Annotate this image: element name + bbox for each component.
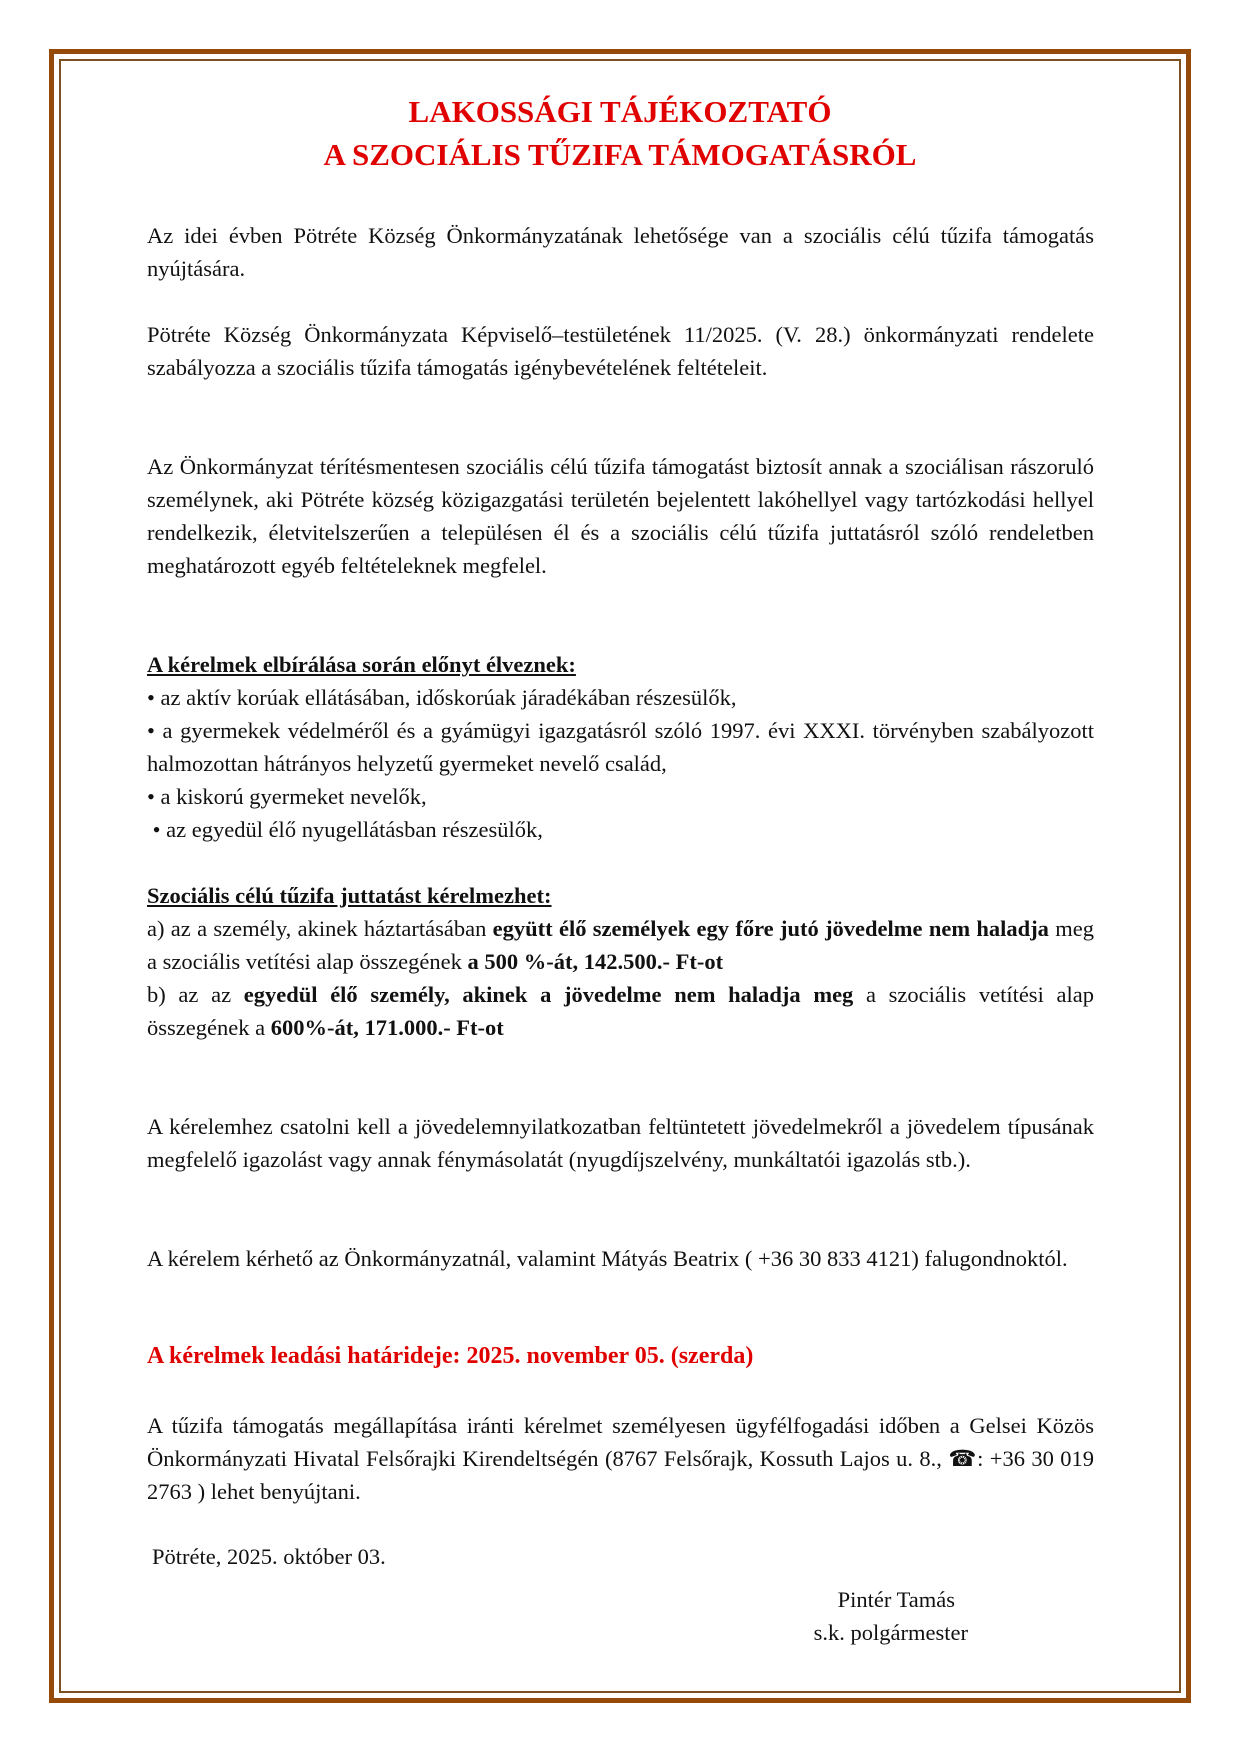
who-can-apply-heading: Szociális célú tűzifa juttatást kérelmezhet: [147,883,552,908]
priority-heading: A kérelmek elbírálása során előnyt élveznek: [147,652,576,677]
signatory-name: Pintér Tamás [837,1587,955,1612]
document-title-line1: LAKOSSÁGI TÁJÉKOZTATÓ [408,94,832,129]
criterion-a-text: a) az a személy, akinek háztartásában [147,916,493,941]
deadline-text: A kérelmek leadási határideje: 2025. november 05. (szerda) [147,1343,754,1369]
deadline-paragraph [147,1340,1094,1373]
intro-paragraph [147,219,1094,285]
signatory-role: s.k. polgármester [813,1620,968,1645]
criterion-a-limit: a 500 %-át, 142.500.- Ft-ot [467,949,724,974]
priority-item: • az aktív korúak ellátásában, időskorúak járadékában részesülők, [147,685,737,710]
criterion-b-text2: a szociális vetítési alap összegének a [147,982,1094,1040]
criterion-a-text2: meg a szociális vetítési alap összegének [147,916,1094,974]
submission-text-part1: A tűzifa támogatás megállapítása iránti kérelmet személyesen ügyfélfogadási időben a Gelsei Közös Önkormányzati Hivatal Felsőrajki Kirendeltségén (8767 Felsőrajk, Kossuth Lajos u. 8., [147,1413,1094,1471]
availability-text: A kérelem kérhető az Önkormányzatnál, valamint Mátyás Beatrix ( +36 30 833 4121) falugondnoktól. [147,1246,1068,1271]
criterion-b-bold: egyedül élő személy, akinek a jövedelme nem haladja meg [243,982,854,1007]
criterion-b-limit: 600%-át, 171.000.- Ft-ot [270,1015,504,1040]
priority-item: • a gyermekek védelméről és a gyámügyi igazgatásról szóló 1997. évi XXXI. törvényben szabályozott halmozottan hátrányos helyzetű gyermeket nevelő család, [147,718,1094,776]
priority-section [147,648,1094,846]
document-title-line2: A SZOCIÁLIS TŰZIFA TÁMOGATÁSRÓL [323,137,917,172]
phone-icon: ☎ [948,1446,978,1471]
attachments-text: A kérelemhez csatolni kell a jövedelemnyilatkozatban feltüntetett jövedelmekről a jövedelem típusának megfelelő igazolást vagy annak fénymásolatát (nyugdíjszelvény, munkáltatói igazolás stb.). [147,1114,1094,1172]
eligibility-paragraph [147,450,1094,582]
attachments-paragraph [147,1110,1094,1176]
intro-text: Az idei évben Pötréte Község Önkormányzatának lehetősége van a szociális célú tűzifa támogatás nyújtására. [147,223,1094,281]
eligibility-text: Az Önkormányzat térítésmentesen szociális célú tűzifa támogatást biztosít annak a szociálisan rászoruló személynek, aki Pötréte község közigazgatási területén bejelentett lakóhellyel vagy tartózkodási hellyel rendelkezik, életvitelszerűen a településen él és a szociális célú tűzifa juttatásról szóló rendeletben meghatározott egyéb feltételeknek megfelel. [147,454,1094,578]
criterion-b [147,978,1094,1044]
criterion-a [147,912,1094,978]
submission-paragraph [147,1409,1094,1508]
priority-item: • a kiskorú gyermeket nevelők, [147,784,427,809]
priority-item: • az egyedül élő nyugellátásban részesülők, [147,817,543,842]
place-date: Pötréte, 2025. október 03. [152,1544,386,1569]
submission-text [147,1409,1094,1508]
criterion-b-text: b) az az [147,982,244,1007]
who-can-apply-section [147,879,1094,1044]
regulation-paragraph [147,318,1094,384]
regulation-text: Pötréte Község Önkormányzata Képviselő–testületének 11/2025. (V. 28.) önkormányzati rendelete szabályozza a szociális tűzifa támogatás igénybevételének feltételeit. [147,322,1094,380]
submission-text-part2: : +36 30 019 2763 ) lehet benyújtani. [147,1446,1094,1504]
criterion-a-bold: együtt élő személyek egy főre jutó jövedelme nem haladja [492,916,1049,941]
availability-paragraph [147,1242,1094,1275]
